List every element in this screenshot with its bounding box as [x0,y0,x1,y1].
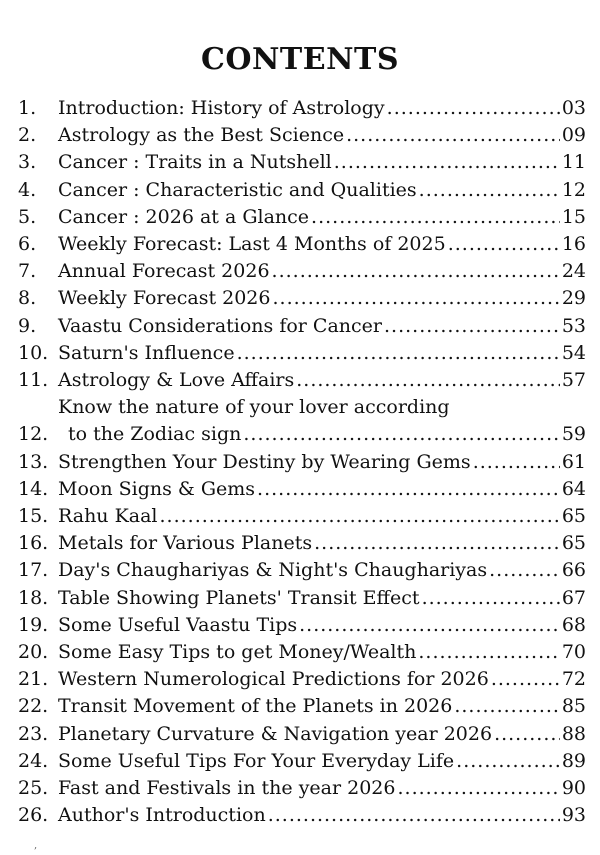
entry-number: 18. [18,586,49,609]
dot-leader [418,639,559,666]
toc-entry [18,775,586,802]
entry-body [58,557,586,584]
page-title: CONTENTS [200,42,400,77]
entry-title: Weekly Forecast 2026 [58,287,271,310]
toc-entry [18,639,586,666]
entry-page-number: 29 [561,287,586,310]
toc-entry [18,95,586,122]
entry-line [58,258,586,285]
entry-page-number: 59 [561,423,586,446]
entry-page-number: 65 [561,532,586,555]
entry-number: 19. [18,613,49,636]
entry-line [58,585,586,612]
entry-page-number: 88 [561,722,586,745]
entry-title: Fast and Festivals in the year 2026 [58,777,396,800]
entry-body [58,231,586,258]
entry-page-number: 11 [561,151,586,174]
dot-leader [494,721,560,748]
entry-line [58,285,586,312]
entry-page-number: 61 [561,450,586,473]
entry-number: 16. [18,532,49,555]
entry-line [58,666,586,693]
dot-leader [387,95,560,122]
entry-body [58,95,586,122]
entry-title: Author's Introduction [58,804,266,827]
entry-page-number: 12 [561,178,586,201]
entry-number: 21. [18,668,49,691]
dot-leader [448,231,560,258]
dot-leader [491,666,560,693]
entry-number: 13. [18,450,49,473]
entry-title: Table Showing Planets' Transit Effect [58,586,420,609]
toc-entry [18,394,586,448]
entry-title: Weekly Forecast: Last 4 Months of 2025 [58,233,446,256]
dot-leader [456,748,560,775]
entry-title: Moon Signs & Gems [58,477,256,500]
entry-title: Introduction: History of Astrology [58,97,385,119]
entry-line [58,639,586,666]
dot-leader [237,340,560,367]
entry-line [58,557,586,584]
entry-page-number: 03 [561,97,586,119]
entry-title: Strengthen Your Destiny by Wearing Gems [58,450,471,473]
entry-line [58,476,586,503]
toc-entry [18,557,586,584]
entry-number: 17. [18,559,49,582]
entry-title: Cancer : Traits in a Nutshell [58,151,332,174]
toc-entry [18,449,586,476]
entry-page-number: 72 [561,668,586,691]
entry-body [58,612,586,639]
entry-page-number: 54 [561,341,586,364]
entry-line [58,122,586,149]
entry-title: Some Useful Vaastu Tips [58,613,298,636]
entry-body [58,285,586,312]
dot-leader [489,557,560,584]
entry-body [58,394,586,448]
entry-title: Cancer : Characteristic and Qualities [58,178,417,201]
toc-entry [18,340,586,367]
entry-title: Transit Movement of the Planets in 2026 [58,695,453,718]
toc-entry [18,122,586,149]
dot-leader [346,122,560,149]
toc-entry [18,585,586,612]
toc-entry [18,748,586,775]
entry-body [58,149,586,176]
entry-body [58,748,586,775]
entry-line [58,313,586,340]
entry-page-number: 57 [561,369,586,392]
entry-page-number: 85 [561,695,586,718]
entry-body [58,367,586,394]
entry-body [58,666,586,693]
entry-title: Day's Chaughariyas & Night's Chaughariyas [58,559,488,582]
entry-number: 23. [18,722,49,745]
table-of-contents [18,95,586,829]
entry-body [58,530,586,557]
entry-number: 2. [18,124,37,147]
entry-line [58,530,586,557]
toc-entry [18,802,586,829]
dot-leader [314,530,560,557]
entry-title: Astrology as the Best Science [58,124,345,147]
entry-page-number: 89 [561,749,586,772]
entry-number: 5. [18,205,37,228]
toc-entry [18,666,586,693]
entry-title: Western Numerological Predictions for 2026 [58,668,489,691]
entry-number: 14. [18,477,49,500]
entry-line [58,204,586,231]
toc-entry [18,530,586,557]
entry-number: 11. [18,369,49,392]
entry-body [58,802,586,829]
entry-title: Some Easy Tips to get Money/Wealth [58,641,417,664]
entry-page-number: 67 [561,586,586,609]
toc-entry [18,149,586,176]
entry-line [58,693,586,720]
entry-line [58,231,586,258]
toc-entry [18,612,586,639]
entry-title: Planetary Curvature & Navigation year 2026 [58,722,493,745]
entry-title: to the Zodiac sign [68,423,242,446]
entry-page-number: 24 [561,260,586,283]
dot-leader [160,503,560,530]
entry-page-number: 09 [561,124,586,147]
entry-line [58,721,586,748]
entry-number: 12. [18,423,49,446]
dot-leader [419,177,560,204]
dot-leader [311,204,560,231]
dot-leader [334,149,560,176]
toc-entry [18,693,586,720]
toc-entry [18,721,586,748]
entry-title: Saturn's Influence [58,341,235,364]
entry-line [58,775,586,802]
entry-page-number: 70 [561,641,586,664]
toc-entry [18,204,586,231]
toc-entry [18,313,586,340]
entry-body [58,775,586,802]
entry-title: Vaastu Considerations for Cancer [58,314,382,337]
entry-number: 4. [18,178,37,201]
page-mark: , [34,840,38,851]
entry-page-number: 53 [561,314,586,337]
entry-title: Metals for Various Planets [58,532,313,555]
entry-page-number: 66 [561,559,586,582]
entry-body [58,585,586,612]
toc-entry [18,231,586,258]
entry-body [58,340,586,367]
entry-title: Astrology & Love Affairs [58,369,295,392]
toc-entry [18,285,586,312]
dot-leader [257,476,560,503]
dot-leader [272,258,560,285]
entry-page-number: 64 [561,477,586,500]
entry-body [58,449,586,476]
dot-leader [296,367,560,394]
entry-line [58,421,586,448]
dot-leader [299,612,560,639]
entry-line [58,340,586,367]
toc-entry [18,503,586,530]
entry-title: Annual Forecast 2026 [58,260,270,283]
entry-line [58,449,586,476]
entry-line [58,95,586,122]
dot-leader [473,449,560,476]
entry-page-number: 93 [561,804,586,827]
dot-leader [268,802,560,829]
entry-title: Rahu Kaal [58,505,158,528]
entry-number: 8. [18,287,37,310]
entry-line [58,367,586,394]
entry-line [58,748,586,775]
dot-leader [384,313,560,340]
dot-leader [273,285,560,312]
entry-page-number: 68 [561,613,586,636]
entry-body [58,177,586,204]
entry-body [58,693,586,720]
dot-leader [422,585,560,612]
entry-page-number: 15 [561,205,586,228]
entry-number: 20. [18,641,49,664]
dot-leader [243,421,559,448]
entry-body [58,122,586,149]
toc-entry [18,177,586,204]
toc-entry [18,258,586,285]
entry-page-number: 90 [561,777,586,800]
entry-number: 22. [18,695,49,718]
entry-body [58,204,586,231]
entry-title: Some Useful Tips For Your Everyday Life [58,749,455,772]
entry-number: 3. [18,151,37,174]
entry-title-line1: Know the nature of your lover according [58,396,450,419]
entry-number: 1. [18,97,37,119]
entry-title: Cancer : 2026 at a Glance [58,205,310,228]
entry-number: 26. [18,804,49,827]
entry-body [58,721,586,748]
entry-body [58,503,586,530]
entry-number: 10. [18,341,49,364]
toc-entry [18,476,586,503]
entry-body [58,313,586,340]
entry-page-number: 16 [561,233,586,256]
entry-line [58,177,586,204]
entry-body [58,258,586,285]
entry-number: 24. [18,749,49,772]
entry-line [58,802,586,829]
entry-page-number: 65 [561,505,586,528]
entry-number: 15. [18,505,49,528]
entry-body [58,639,586,666]
entry-number: 25. [18,777,49,800]
dot-leader [454,693,559,720]
dot-leader [397,775,559,802]
toc-entry [18,367,586,394]
entry-number: 7. [18,260,37,283]
entry-line [58,612,586,639]
entry-number: 6. [18,233,37,256]
entry-body [58,476,586,503]
entry-number: 9. [18,314,37,337]
entry-line [58,503,586,530]
entry-line [58,149,586,176]
